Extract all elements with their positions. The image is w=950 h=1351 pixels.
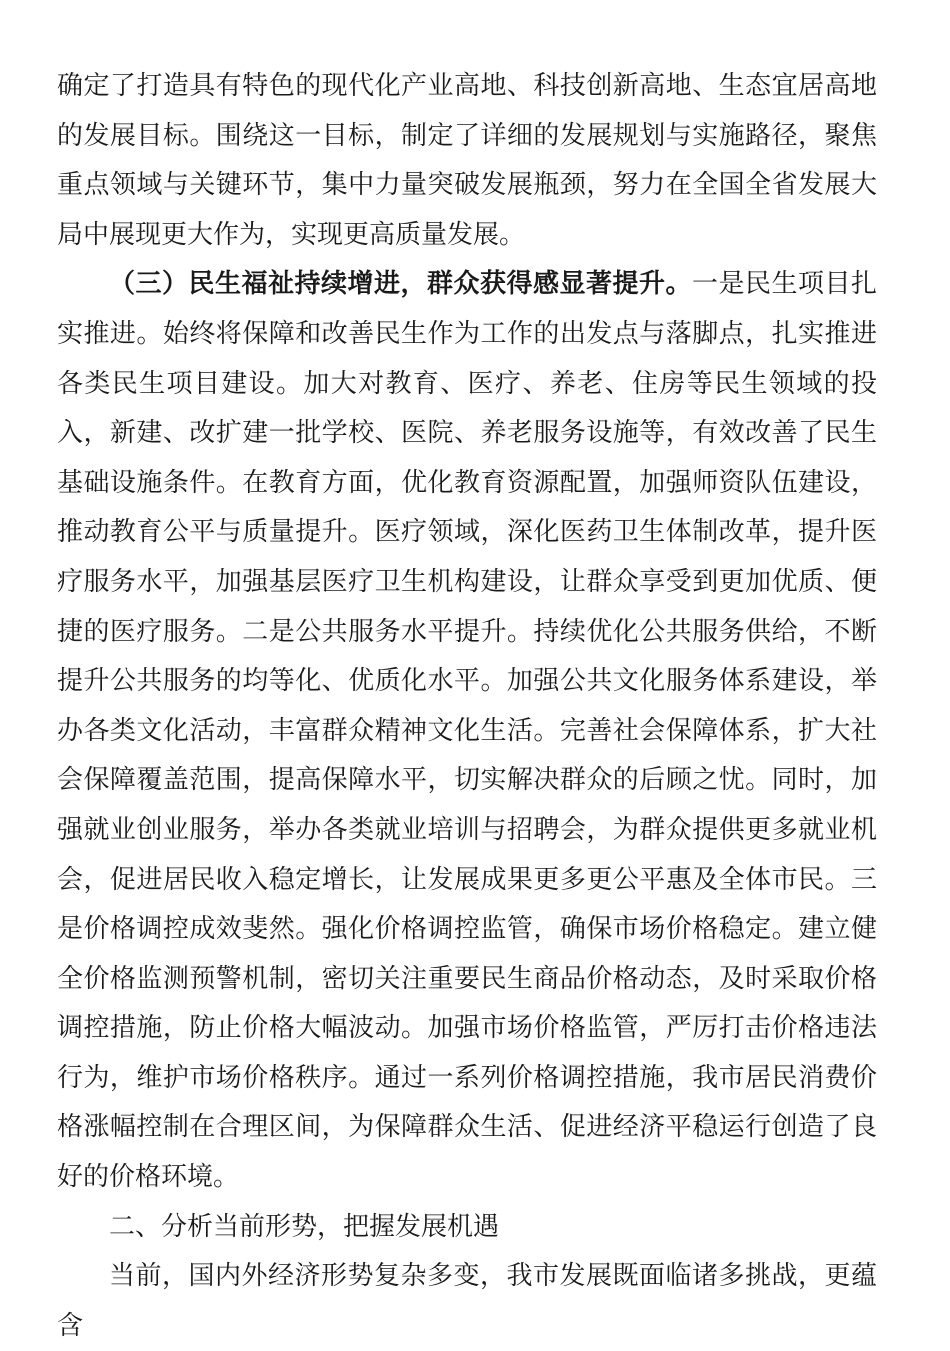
heading-analysis-text: 二、分析当前形势，把握发展机遇 (109, 1211, 500, 1242)
paragraph-current-situation: 当前，国内外经济形势复杂多变，我市发展既面临诸多挑战，更蕴含 (57, 1261, 877, 1341)
section-body-livelihood: 一是民生项目扎实推进。始终将保障和改善民生作为工作的出发点与落脚点，扎实推进各类民生项目建设。加大对教育、医疗、养老、住房等民生领域的投入，新建、改扩建一批学校、医院、养老服务设施等，有效改善了民生基础设施条件。在教育方面，优化教育资源配置，加强师资队伍建设，推动教育公平与质量提升。医疗领域，深化医药卫生体制改革，提升医疗服务水平，加强基层医疗卫生机构建设，让群众享受到更加优质、便捷的医疗服务。二是公共服务水平提升。持续优化公共服务供给，不断提升公共服务的均等化、优质化水平。加强公共文化服务体系建设，举办各类文化活动，丰富群众精神文化生活。完善社会保障体系，扩大社会保障覆盖范围，提高保障水平，切实解决群众的后顾之忧。同时，加强就业创业服务，举办各类就业培训与招聘会，为群众提供更多就业机会，促进居民收入稳定增长，让发展成果更多更公平惠及全体市民。三是价格调控成效斐然。强化价格调控监管，确保市场价格稳定。建立健全价格监测预警机制，密切关注重要民生商品价格动态，及时采取价格调控措施，防止价格大幅波动。加强市场价格监管，严厉打击价格违法行为，维护市场价格秩序。通过一系列价格调控措施，我市居民消费价格涨幅控制在合理区间，为保障群众生活、促进经济平稳运行创造了良好的价格环境。 (57, 269, 877, 1193)
heading-analysis (57, 1203, 877, 1253)
section-title-livelihood: （三）民生福祉持续增进，群众获得感显著提升。 (109, 269, 692, 300)
paragraph-development-goals: 确定了打造具有特色的现代化产业高地、科技创新高地、生态宜居高地的发展目标。围绕这一目标，制定了详细的发展规划与实施路径，聚焦重点领域与关键环节，集中力量突破发展瓶颈，努力在全国全省发展大局中展现更大作为，实现更高质量发展。 (57, 71, 877, 250)
document-page (57, 62, 877, 1351)
paragraph-livelihood-section (57, 260, 877, 1202)
